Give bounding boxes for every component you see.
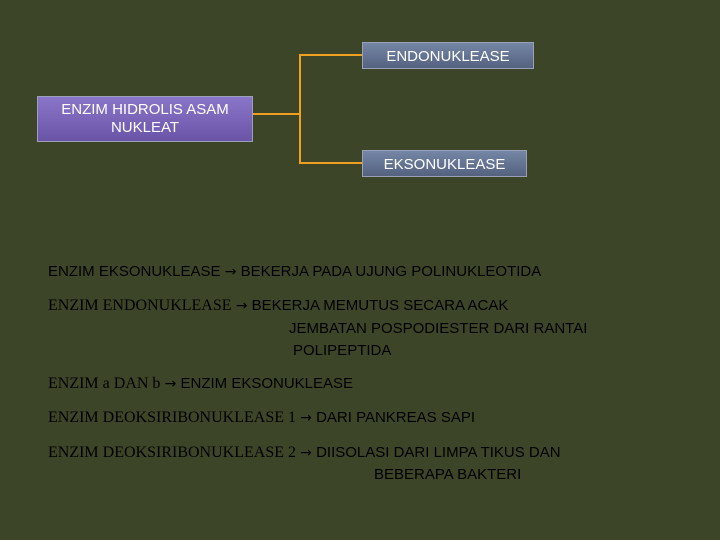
- connector-top: [253, 55, 362, 114]
- statement-5-text-line1: DIISOLASI DARI LIMPA TIKUS DAN: [316, 444, 561, 461]
- statement-4-subject: ENZIM DEOKSIRIBONUKLEASE 1: [48, 409, 296, 426]
- statement-2-text-line1: BEKERJA MEMUTUS SECARA ACAK: [251, 297, 509, 314]
- statement-3: [48, 374, 353, 394]
- statement-5: [48, 443, 561, 463]
- root-node-label: ENZIM HIDROLIS ASAM NUKLEAT: [61, 101, 229, 136]
- statement-1-subject: ENZIM EKSONUKLEASE: [48, 263, 221, 280]
- arrow-icon: →: [235, 298, 248, 314]
- root-node-box: [37, 96, 253, 142]
- statement-1: [48, 262, 541, 282]
- endonuklease-node-label: ENDONUKLEASE: [386, 48, 510, 65]
- statement-2-text-line2: JEMBATAN POSPODIESTER DARI RANTAI: [289, 320, 588, 337]
- statement-5-text-line2: BEBERAPA BAKTERI: [374, 466, 522, 483]
- arrow-icon: →: [164, 376, 177, 392]
- statement-1-text: BEKERJA PADA UJUNG POLINUKLEOTIDA: [240, 263, 542, 280]
- statement-2: [48, 296, 508, 316]
- eksonuklease-node-box: [362, 150, 527, 177]
- statement-3-text: ENZIM EKSONUKLEASE: [180, 375, 354, 392]
- statement-4: [48, 408, 475, 428]
- endonuklease-node-box: [362, 42, 534, 69]
- arrow-icon: →: [300, 445, 312, 461]
- connector-bottom: [253, 114, 362, 163]
- statement-2-text-line3: POLIPEPTIDA: [293, 342, 392, 359]
- statement-4-text: DARI PANKREAS SAPI: [316, 409, 475, 426]
- arrow-icon: →: [300, 410, 312, 426]
- arrow-icon: →: [224, 264, 237, 280]
- statement-3-subject: ENZIM a DAN b: [48, 375, 161, 392]
- eksonuklease-node-label: EKSONUKLEASE: [383, 156, 506, 173]
- statement-5-subject: ENZIM DEOKSIRIBONUKLEASE 2: [48, 444, 296, 461]
- statement-2-subject: ENZIM ENDONUKLEASE: [48, 297, 232, 314]
